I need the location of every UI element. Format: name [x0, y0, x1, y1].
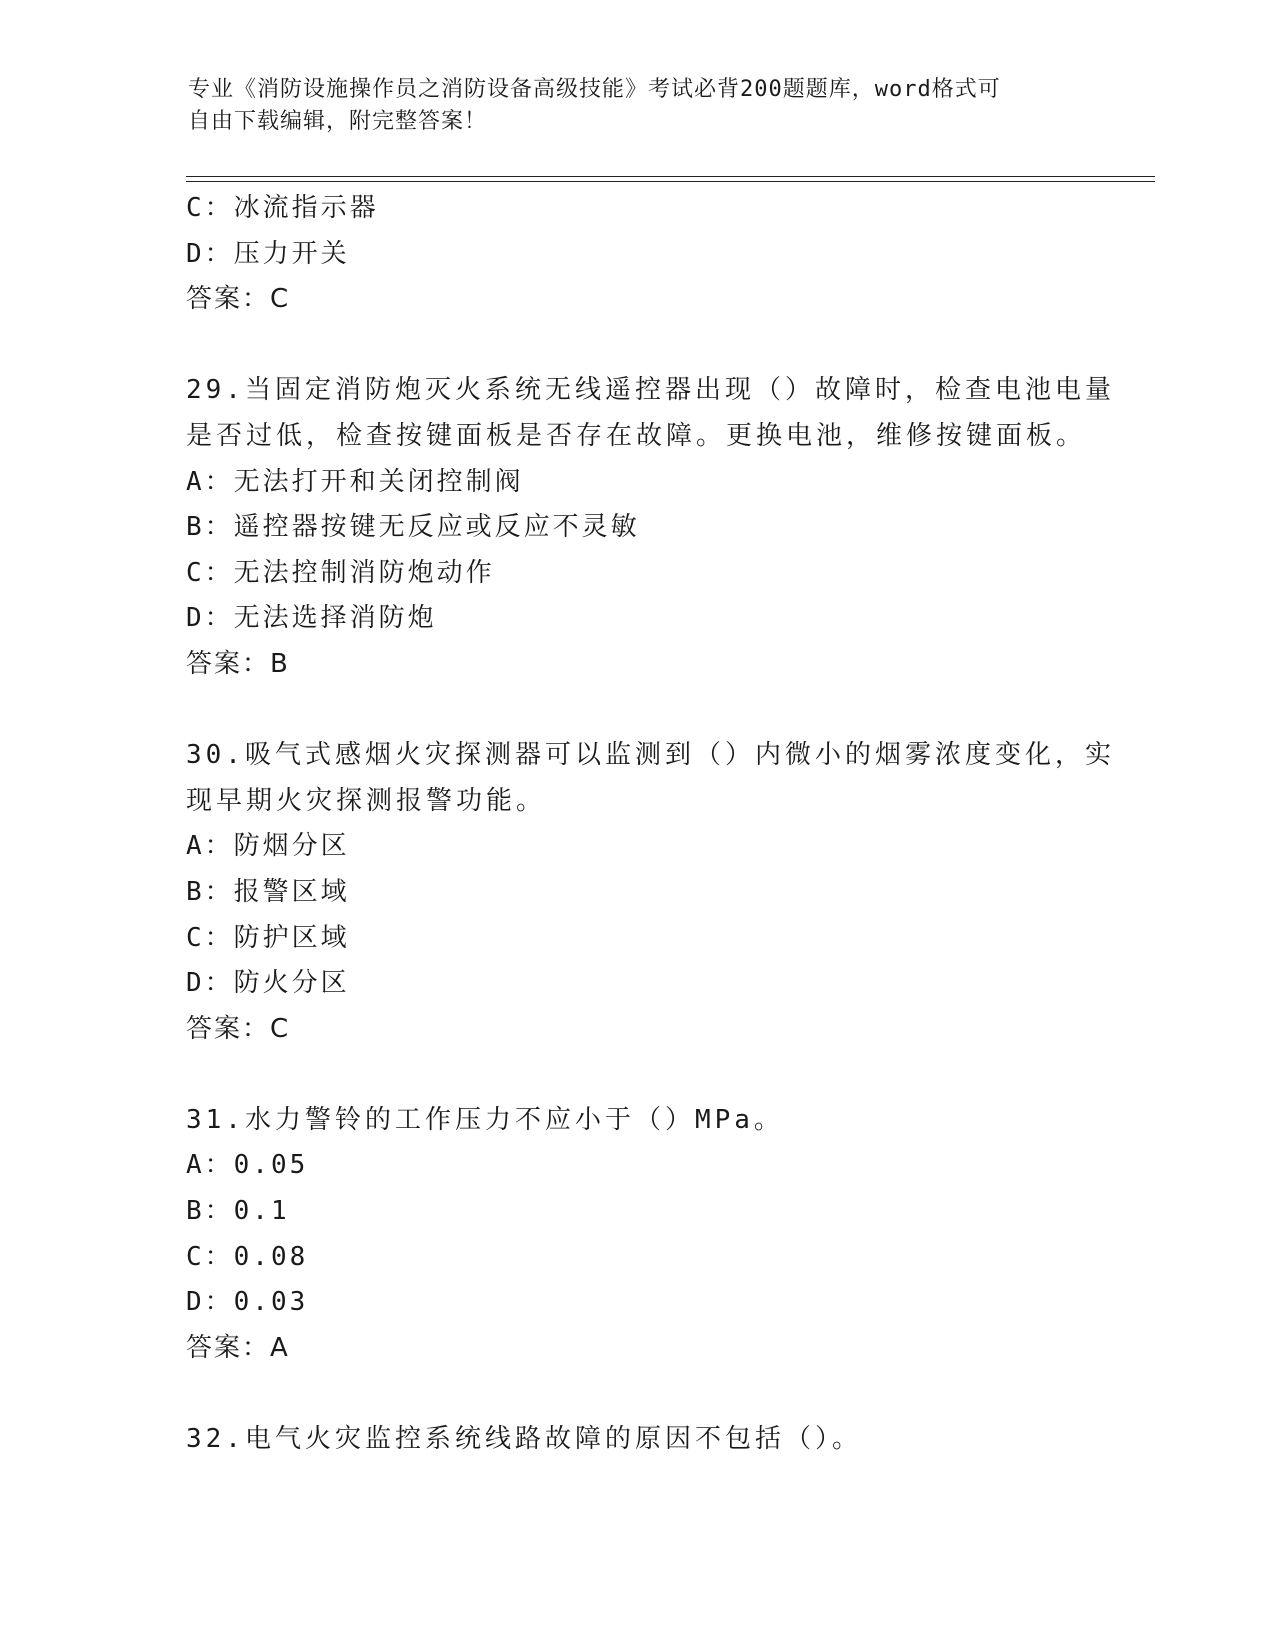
question-stem: 31.水力警铃的工作压力不应小于（）MPa。 — [186, 1104, 784, 1135]
option-d: D：压力开关 — [186, 238, 350, 269]
question-28-tail — [186, 186, 1086, 323]
option-d: D：无法选择消防炮 — [186, 603, 437, 634]
option-a: A：0.05 — [186, 1150, 309, 1181]
option-a: A：防烟分区 — [186, 831, 350, 862]
option-c: C：冰流指示器 — [186, 193, 379, 223]
option-c: C：无法控制消防炮动作 — [186, 557, 495, 588]
document-header — [188, 74, 1088, 138]
spacer — [186, 688, 1086, 734]
option-c: C：防护区域 — [186, 922, 350, 953]
question-stem: 29.当固定消防炮灭火系统无线遥控器出现（）故障时，检查电池电量 — [186, 375, 1115, 406]
question-30 — [186, 733, 1115, 1052]
answer-line: 答案：C — [186, 284, 291, 315]
spacer — [186, 1371, 1086, 1417]
answer-line: 答案：C — [186, 1013, 291, 1044]
option-b: B：遥控器按键无反应或反应不灵敏 — [186, 512, 640, 543]
option-b: B：0.1 — [186, 1196, 290, 1227]
header-divider-bottom — [186, 181, 1155, 182]
header-line-2: 自由下载编辑，附完整答案！ — [188, 109, 488, 134]
option-b: B：报警区域 — [186, 876, 350, 907]
answer-line: 答案：B — [186, 648, 290, 679]
header-divider-top — [186, 176, 1155, 177]
question-31 — [186, 1098, 1086, 1372]
spacer — [186, 323, 1086, 369]
question-29 — [186, 368, 1115, 687]
question-stem: 30.吸气式感烟火灾探测器可以监测到（）内微小的烟雾浓度变化，实 — [186, 740, 1115, 771]
option-a: A：无法打开和关闭控制阀 — [186, 466, 524, 497]
answer-line: 答案：A — [186, 1332, 290, 1363]
question-stem: 32.电气火灾监控系统线路故障的原因不包括（）。 — [186, 1424, 862, 1455]
question-32 — [186, 1417, 1086, 1463]
option-c: C：0.08 — [186, 1241, 309, 1272]
question-stem: 现早期火灾探测报警功能。 — [186, 785, 547, 816]
header-line-1: 专业《消防设施操作员之消防设备高级技能》考试必背200题题库，word格式可 — [188, 77, 1001, 102]
question-list — [186, 186, 1115, 1463]
question-stem: 是否过低，检查按键面板是否存在故障。更换电池，维修按键面板。 — [186, 420, 1087, 451]
spacer — [186, 1052, 1086, 1098]
option-d: D：防火分区 — [186, 968, 350, 999]
option-d: D：0.03 — [186, 1287, 309, 1318]
